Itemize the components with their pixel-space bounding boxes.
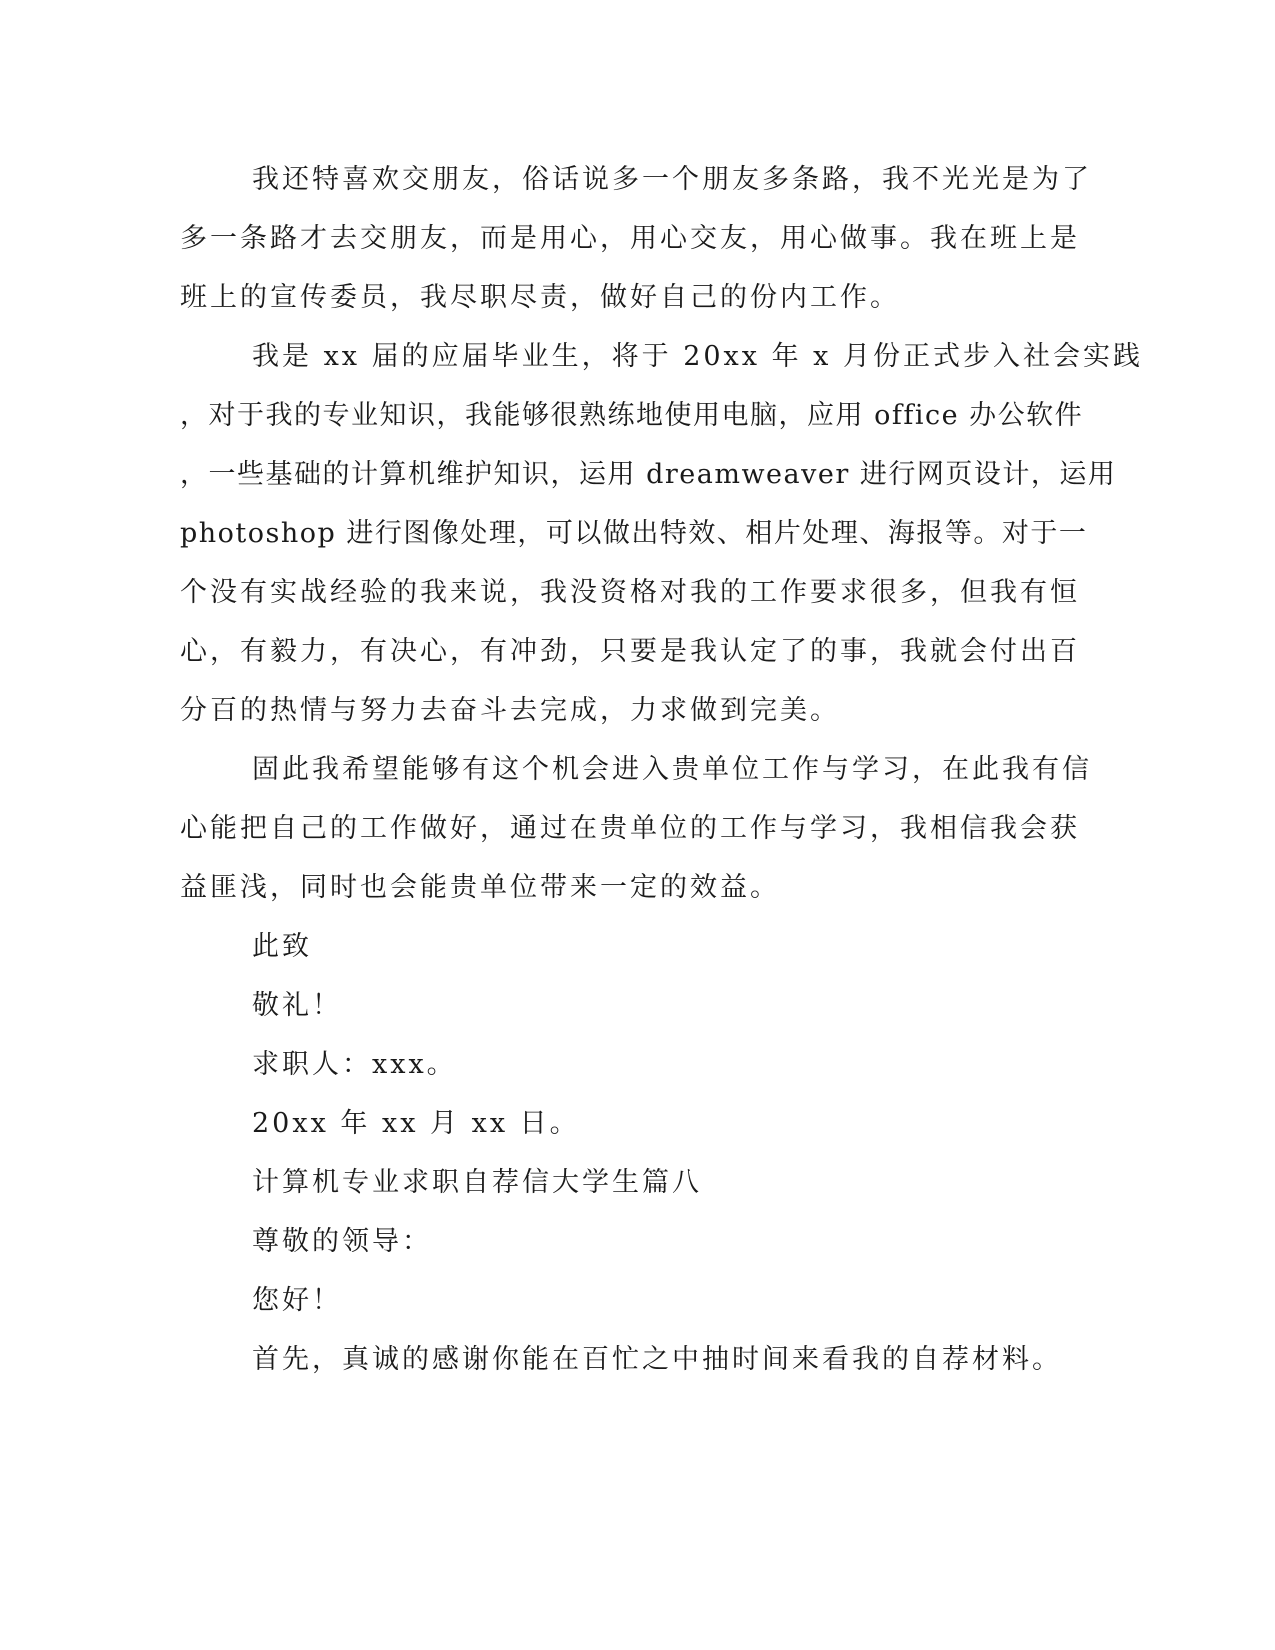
paragraph-line: ，对于我的专业知识，我能够很熟练地使用电脑，应用 office 办公软件 (180, 400, 1084, 431)
signature-line: 求职人：xxx。 (252, 1049, 457, 1080)
paragraph-line: 我还特喜欢交朋友，俗话说多一个朋友多条路，我不光光是为了 (252, 164, 1092, 195)
paragraph-line: 班上的宣传委员，我尽职尽责，做好自己的份内工作。 (180, 282, 900, 313)
greeting-line: 您好！ (252, 1285, 342, 1316)
paragraph-line: ，一些基础的计算机维护知识，运用 dreamweaver 进行网页设计，运用 (180, 459, 1117, 490)
closing-salutation: 此致 (252, 931, 312, 962)
paragraph-line: 分百的热情与努力去奋斗去完成，力求做到完美。 (180, 695, 840, 726)
section-title: 计算机专业求职自荐信大学生篇八 (252, 1167, 702, 1198)
paragraph-line: 益匪浅，同时也会能贵单位带来一定的效益。 (180, 872, 780, 903)
paragraph-line: 首先，真诚的感谢你能在百忙之中抽时间来看我的自荐材料。 (252, 1344, 1062, 1375)
paragraph-line: 我是 xx 届的应届毕业生，将于 20xx 年 x 月份正式步入社会实践 (252, 341, 1143, 372)
paragraph-line: 多一条路才去交朋友，而是用心，用心交友，用心做事。我在班上是 (180, 223, 1080, 254)
paragraph-line: 固此我希望能够有这个机会进入贵单位工作与学习，在此我有信 (252, 754, 1092, 785)
greeting-line: 尊敬的领导： (252, 1226, 432, 1257)
paragraph-line: 心能把自己的工作做好，通过在贵单位的工作与学习，我相信我会获 (180, 813, 1080, 844)
paragraph-line: 个没有实战经验的我来说，我没资格对我的工作要求很多，但我有恒 (180, 577, 1080, 608)
closing-regards: 敬礼！ (252, 990, 342, 1021)
date-line: 20xx 年 xx 月 xx 日。 (252, 1108, 580, 1139)
paragraph-line: photoshop 进行图像处理，可以做出特效、相片处理、海报等。对于一 (180, 518, 1088, 549)
paragraph-line: 心，有毅力，有决心，有冲劲，只要是我认定了的事，我就会付出百 (180, 636, 1080, 667)
